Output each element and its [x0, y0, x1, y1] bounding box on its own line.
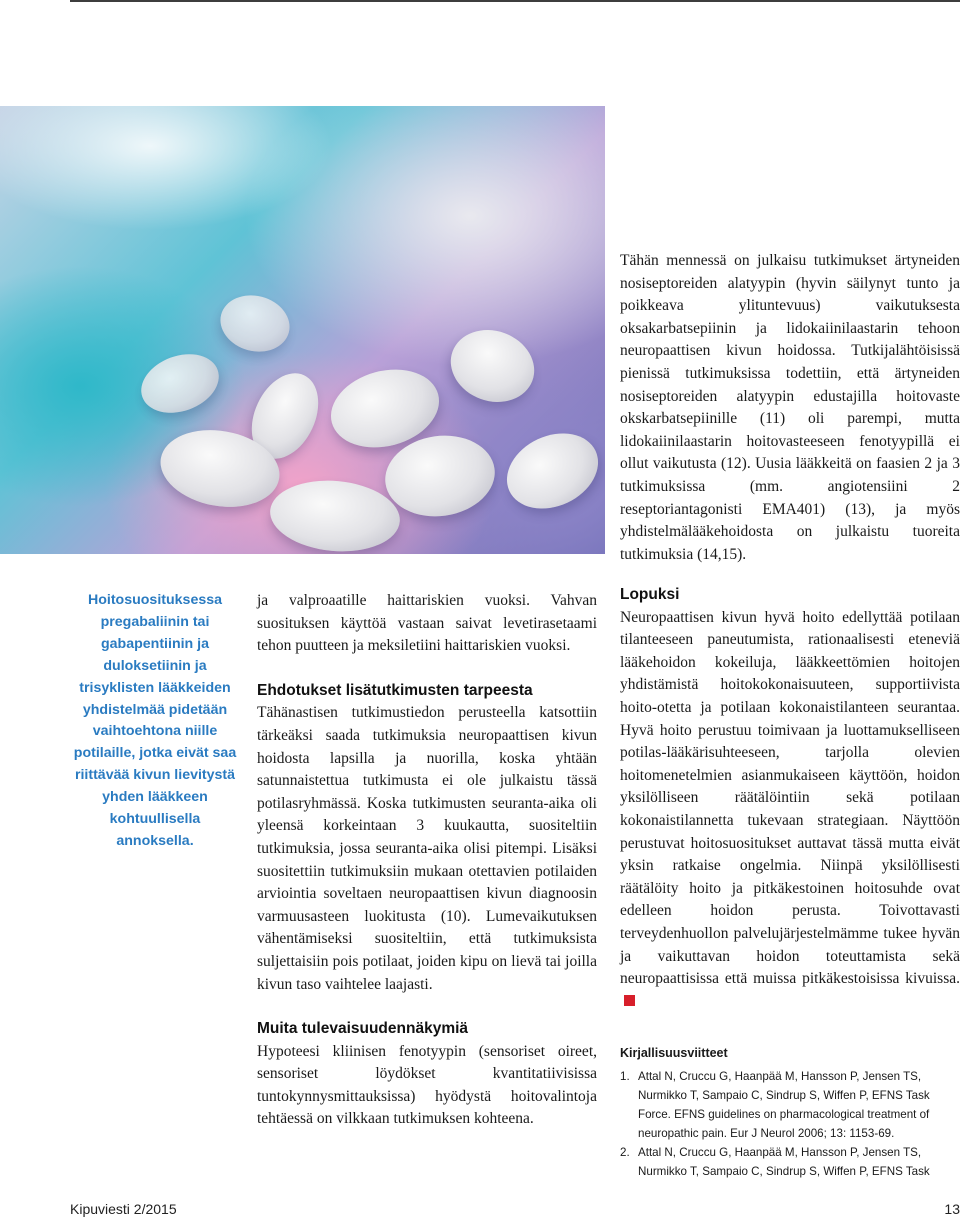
pill-shape: [214, 288, 296, 359]
reference-item: [620, 1143, 960, 1181]
paragraph-future: Hypoteesi kliinisen fenotyypin (sensoriset oireet, sensoriset löydökset kvantitatiivisissa tuntokynnysmittauksissa) hyödystä hoitovalintoja tehtäessä on vilkkaan tutkimuksen kohteena.: [257, 1042, 597, 1128]
reference-text: Attal N, Cruccu G, Haanpää M, Hansson P, Jensen TS, Nurmikko T, Sampaio C, Sindrup S, Wiffen P, EFNS Task: [638, 1146, 930, 1178]
references: [620, 1044, 960, 1181]
pill-shape: [133, 344, 227, 423]
page-number: 13: [944, 1201, 960, 1217]
pill-shape: [267, 475, 403, 554]
references-heading: Kirjallisuusviitteet: [620, 1046, 728, 1060]
right-column-top: [620, 250, 960, 566]
reference-text: Attal N, Cruccu G, Haanpää M, Hansson P, Jensen TS, Nurmikko T, Sampaio C, Sindrup S, Wiffen P, EFNS Task Force. EFNS guidelines on pharmacological treatment of neuropathic pain. Eur J Neurol 2006; 13: 1153-69.: [638, 1070, 930, 1140]
conclusion-text: Neuropaattisen kivun hyvä hoito edellyttää potilaan tilanteeseen paneutumista, rationaalisesti eteneviä lääkehoidon kokeiluja, lääkkeettömien hoitojen yhdistämistä hoitokokonaisuuteen, supportiivista hoito-otetta ja potilaan kokonaistilanteen seurantaa. Hyvä hoito perustuu toimivaan ja luottamukselliseen potilas-lääkärisuhteeseen, tarjolla olevien hoitomenetelmien asianmukaiseen käyttöön, hoidon yksilölliseen räätälöintiin sekä potilaan kokonaistilannetta tukevaan strategiaan. Näyttöön perustuvat hoitosuositukset auttavat tässä mutta eivät yksin ratkaise ongelmia. Niinpä yksilöllisesti räätälöity hoito ja pitkäkestoinen hoitosuhde ovat edelleen hoidon perusta. Toivottavasti terveydenhuollon palvelujärjestelmämme tukee hyvän ja vaikuttavan hoidon toteuttamista sekä neuropaattisissa että muissa pitkäkestoisissa kivuissa.: [620, 608, 960, 988]
middle-column: [257, 590, 597, 1131]
pull-quote: [70, 590, 240, 853]
reference-item: [620, 1067, 960, 1143]
publication-name: Kipuviesti 2/2015: [70, 1201, 177, 1217]
paragraph-intro: ja valproaatille haittariskien vuoksi. Vahvan suosituksen käyttöä vastaan saivat levetirasetaami tehon puutteen ja meksiletiini haittariskien vuoksi.: [257, 592, 597, 655]
pill-shape: [495, 419, 605, 523]
reference-number: 2.: [620, 1146, 630, 1159]
end-mark-icon: [624, 995, 635, 1006]
paragraph-conclusion: [620, 607, 960, 1014]
paragraph-further-research: Tähänastisen tutkimustiedon perusteella katsottiin tärkeäksi saada tutkimuksia neuropaattisen kivun hoidosta lapsilla ja nuorilla, koska yhtään satunnaistettua tutkimusta ei ole julkaistu tässä potilasryhmässä. Koska tutkimusten seuranta-aika oli yleensä korkeintaan 3 kuukautta, suositeltiin tutkimuksia, jossa seuranta-aika olisi pitempi. Lisäksi suositettiin tutkimuksiin mukaan otettavien potilaiden arviointia soveltaen neuropaattisen kivun diagnoosin varmuusasteen luokitusta (10). Lumevaikutuksen vähentämiseksi suositeltiin, että tutkimuksista suljettaisiin pois potilaat, joiden kipu on lievä tai joilla kivun taso vaihtelee laajasti.: [257, 704, 597, 993]
pull-quote-text: Hoitosuosituksessa pregabaliinin tai gabapentiinin ja duloksetiinin ja trisyklisten lääkkeiden yhdistelmää pidetään vaihtoehtona niille potilaille, jotka eivät saa riittävää kivun lievitystä yhden lääkkeen kohtuullisella annoksella.: [73, 592, 237, 849]
section-heading-conclusion: Lopuksi: [620, 586, 680, 603]
pills-photo: [0, 106, 605, 554]
top-rule: [70, 0, 960, 2]
reference-number: 1.: [620, 1070, 630, 1083]
page-footer: [70, 1199, 960, 1221]
section-heading-future: Muita tulevaisuudennäkymiä: [257, 1020, 469, 1038]
section-heading-further-research: Ehdotukset lisätutkimusten tarpeesta: [257, 681, 533, 699]
pill-shape: [441, 319, 545, 414]
right-column: [620, 584, 960, 1013]
paragraph-phenotype: Tähän mennessä on julkaisu tutkimukset ärtyneiden nosiseptoreiden alatyypin (hyvin säilynyt tunto ja poikkeava ylituntevuus) vaikutuksesta oksakarbatsepiinin ja lidokaiinilaastarin tehoon neuropaattisen kivun hoidossa. Tutkijalähtöisissä pienissä tutkimuksissa todettiin, että ärtyneiden nosiseptoreiden alatyypin edustajilla hoitovaste okskarbatsepiinille (11) oli parempi, mutta lidokaiinilaastarin hoitovasteeseen fenotyypillä ei ollut vaikutusta (12). Uusia lääkkeitä on faasien 2 ja 3 tutkimuksissa (mm. angiotensiini 2 reseptoriantagonisti EMA401) (13), ja myös yhdistelmälääkehoidosta on julkaistu tuoreita tutkimuksia (14,15).: [620, 252, 960, 563]
